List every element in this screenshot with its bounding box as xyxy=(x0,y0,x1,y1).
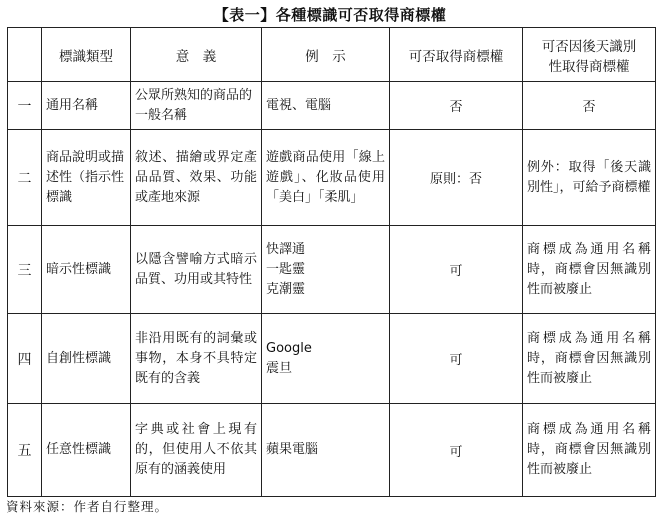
row-meaning: 字典或社會上現有的，但使用人不依其原有的涵義使用 xyxy=(131,404,262,497)
row-example: 遊戲商品使用「線上遊戲」、化妝品使用「美白」「柔肌」 xyxy=(262,130,390,226)
row-example: 蘋果電腦 xyxy=(262,404,390,497)
row-example: Google 震旦 xyxy=(262,314,390,404)
row-index: 五 xyxy=(8,404,42,497)
row-index: 一 xyxy=(8,82,42,130)
row-acquired: 商標成為通用名稱時，商標會因無識別性而被廢止 xyxy=(523,404,656,497)
trademark-table xyxy=(7,27,656,497)
row-type: 自創性標識 xyxy=(42,314,131,404)
row-can-register: 否 xyxy=(390,82,523,130)
row-type: 商品說明或描述性（指示性標識 xyxy=(42,130,131,226)
row-acquired: 商標成為通用名稱時，商標會因無識別性而被廢止 xyxy=(523,314,656,404)
row-meaning: 非沿用既有的詞彙或事物，本身不具特定既有的含義 xyxy=(131,314,262,404)
header-can-register: 可否取得商標權 xyxy=(390,28,523,82)
header-example: 例 示 xyxy=(262,28,390,82)
table-title: 【表一】各種標識可否取得商標權 xyxy=(213,6,447,24)
header-acquired: 可否因後天識別性取得商標權 xyxy=(523,28,656,82)
header-index xyxy=(8,28,42,82)
source-note: 資料來源：作者自行整理。 xyxy=(6,499,169,514)
header-meaning: 意 義 xyxy=(131,28,262,82)
row-meaning: 公眾所熟知的商品的一般名稱 xyxy=(131,82,262,130)
row-index: 四 xyxy=(8,314,42,404)
row-type: 暗示性標識 xyxy=(42,226,131,314)
table-row xyxy=(8,130,656,226)
row-acquired: 例外：取得「後天識別性」，可給予商標權 xyxy=(523,130,656,226)
table-row xyxy=(8,82,656,130)
table-row xyxy=(8,404,656,497)
row-can-register: 可 xyxy=(390,226,523,314)
row-can-register: 可 xyxy=(390,314,523,404)
row-type: 通用名稱 xyxy=(42,82,131,130)
row-index: 三 xyxy=(8,226,42,314)
header-type: 標識類型 xyxy=(42,28,131,82)
table-row xyxy=(8,314,656,404)
row-type: 任意性標識 xyxy=(42,404,131,497)
row-example: 電視、電腦 xyxy=(262,82,390,130)
row-meaning: 以隱含譬喻方式暗示品質、功用或其特性 xyxy=(131,226,262,314)
row-acquired: 否 xyxy=(523,82,656,130)
row-example: 快譯通 一匙靈 克潮靈 xyxy=(262,226,390,314)
row-meaning: 敘述、描繪或界定產品品質、效果、功能或產地來源 xyxy=(131,130,262,226)
row-can-register: 可 xyxy=(390,404,523,497)
header-row xyxy=(8,28,656,82)
row-can-register: 原則：否 xyxy=(390,130,523,226)
row-index: 二 xyxy=(8,130,42,226)
table-row xyxy=(8,226,656,314)
row-acquired: 商標成為通用名稱時，商標會因無識別性而被廢止 xyxy=(523,226,656,314)
